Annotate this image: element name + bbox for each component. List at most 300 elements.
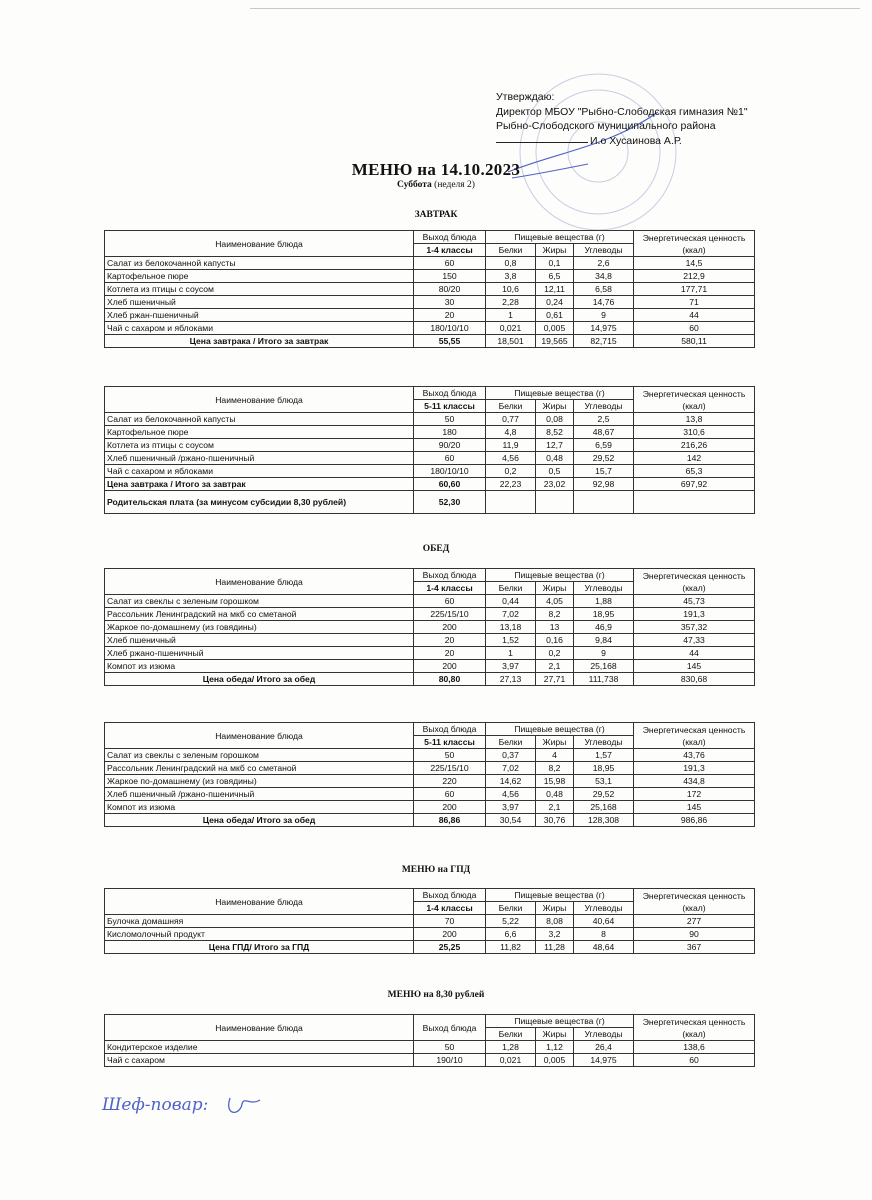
parent-fee-row bbox=[105, 491, 755, 514]
col-header-name: Наименование блюда bbox=[105, 231, 414, 257]
col-header-energy: Энергетическая ценность (ккал) bbox=[634, 387, 755, 413]
total-row bbox=[105, 335, 755, 348]
cell-protein: 0,37 bbox=[486, 749, 536, 762]
dish-name: Рассольник Ленинградский на мкб со сметаной bbox=[105, 762, 414, 775]
table-row bbox=[105, 1041, 755, 1054]
signature-text: Шеф-повар: bbox=[102, 1095, 209, 1115]
total-fat: 19,565 bbox=[536, 335, 574, 348]
cell-yield: 190/10 bbox=[414, 1054, 486, 1067]
cell-fat: 0,24 bbox=[536, 296, 574, 309]
cell-protein: 0,021 bbox=[486, 1054, 536, 1067]
cell-carbs: 25,168 bbox=[574, 660, 634, 673]
cell-carbs: 6,59 bbox=[574, 439, 634, 452]
col-header-fat: Жиры bbox=[536, 1028, 574, 1041]
col-header-yield: Выход блюда bbox=[414, 889, 486, 902]
cell-protein: 0,44 bbox=[486, 595, 536, 608]
parent-fee-label: Родительская плата (за минусом субсидии 8,30 рублей) bbox=[105, 491, 414, 514]
day-subtitle bbox=[0, 180, 872, 190]
total-price: 25,25 bbox=[414, 941, 486, 954]
header-row bbox=[105, 1015, 755, 1028]
approval-line-4: И.о Хусаинова А.Р. bbox=[590, 134, 682, 147]
approval-block bbox=[496, 90, 748, 148]
cell-yield: 200 bbox=[414, 621, 486, 634]
total-price: 86,86 bbox=[414, 814, 486, 827]
table-row bbox=[105, 621, 755, 634]
total-fat: 11,28 bbox=[536, 941, 574, 954]
cell-kcal: 47,33 bbox=[634, 634, 755, 647]
menu-830-table bbox=[104, 1014, 755, 1067]
header-row bbox=[105, 387, 755, 400]
total-price: 55,55 bbox=[414, 335, 486, 348]
col-header-nutrients: Пищевые вещества (г) bbox=[486, 1015, 634, 1028]
cell-yield: 180 bbox=[414, 426, 486, 439]
cell-kcal: 142 bbox=[634, 452, 755, 465]
col-header-yield: Выход блюда bbox=[414, 1015, 486, 1041]
cell-fat: 2,1 bbox=[536, 801, 574, 814]
cell-yield: 180/10/10 bbox=[414, 322, 486, 335]
total-fat: 30,76 bbox=[536, 814, 574, 827]
table-row bbox=[105, 1054, 755, 1067]
total-row bbox=[105, 673, 755, 686]
table-row bbox=[105, 257, 755, 270]
cell-fat: 0,005 bbox=[536, 1054, 574, 1067]
dish-name: Рассольник Ленинградский на мкб со сметаной bbox=[105, 608, 414, 621]
cell-protein: 7,02 bbox=[486, 608, 536, 621]
cell-kcal: 45,73 bbox=[634, 595, 755, 608]
cell-fat: 4,05 bbox=[536, 595, 574, 608]
cell-carbs: 25,168 bbox=[574, 801, 634, 814]
signature-blank bbox=[496, 142, 588, 143]
cell-yield: 50 bbox=[414, 413, 486, 426]
cell-fat: 12,7 bbox=[536, 439, 574, 452]
dish-name: Жаркое по-домашнему (из говядины) bbox=[105, 775, 414, 788]
seal-stamp bbox=[498, 52, 698, 252]
cell-protein: 1,52 bbox=[486, 634, 536, 647]
header-row bbox=[105, 889, 755, 902]
cell-fat: 8,2 bbox=[536, 608, 574, 621]
dish-name: Хлеб пшеничный /ржано-пшеничный bbox=[105, 788, 414, 801]
total-kcal: 830,68 bbox=[634, 673, 755, 686]
table-row bbox=[105, 595, 755, 608]
cell-kcal: 191,3 bbox=[634, 608, 755, 621]
class-group: 1-4 классы bbox=[414, 582, 486, 595]
dish-name: Котлета из птицы с соусом bbox=[105, 439, 414, 452]
cell-protein: 13,18 bbox=[486, 621, 536, 634]
cell-yield: 30 bbox=[414, 296, 486, 309]
scan-edge-line bbox=[250, 8, 860, 9]
cell-fat: 13 bbox=[536, 621, 574, 634]
total-label: Цена ГПД/ Итого за ГПД bbox=[105, 941, 414, 954]
cell-yield: 20 bbox=[414, 647, 486, 660]
table-row bbox=[105, 270, 755, 283]
cell-kcal: 60 bbox=[634, 1054, 755, 1067]
col-header-nutrients: Пищевые вещества (г) bbox=[486, 889, 634, 902]
col-header-name: Наименование блюда bbox=[105, 387, 414, 413]
page-title: МЕНЮ на 14.10.2023 bbox=[351, 160, 521, 179]
total-price: 60,60 bbox=[414, 478, 486, 491]
cell-yield: 60 bbox=[414, 257, 486, 270]
cell-kcal: 138,6 bbox=[634, 1041, 755, 1054]
col-header-energy: Энергетическая ценность (ккал) bbox=[634, 723, 755, 749]
cell-kcal: 357,32 bbox=[634, 621, 755, 634]
approval-signer bbox=[496, 134, 748, 149]
cell-carbs: 1,57 bbox=[574, 749, 634, 762]
cell-kcal: 277 bbox=[634, 915, 755, 928]
cell-yield: 70 bbox=[414, 915, 486, 928]
total-protein: 11,82 bbox=[486, 941, 536, 954]
breakfast-table-5-11 bbox=[104, 386, 755, 514]
cell-kcal: 310,6 bbox=[634, 426, 755, 439]
cell-carbs: 29,52 bbox=[574, 452, 634, 465]
table-row bbox=[105, 413, 755, 426]
class-group: 5-11 классы bbox=[414, 400, 486, 413]
cell-kcal: 60 bbox=[634, 322, 755, 335]
cell-carbs: 48,67 bbox=[574, 426, 634, 439]
col-header-yield: Выход блюда bbox=[414, 569, 486, 582]
dish-name: Хлеб ржано-пшеничный bbox=[105, 647, 414, 660]
col-header-nutrients: Пищевые вещества (г) bbox=[486, 387, 634, 400]
cell-yield: 60 bbox=[414, 595, 486, 608]
cell-kcal: 145 bbox=[634, 660, 755, 673]
dish-name: Хлеб пшеничный bbox=[105, 634, 414, 647]
dish-name: Чай с сахаром и яблоками bbox=[105, 322, 414, 335]
cell-yield: 60 bbox=[414, 452, 486, 465]
col-header-protein: Белки bbox=[486, 400, 536, 413]
cell-carbs: 8 bbox=[574, 928, 634, 941]
col-header-fat: Жиры bbox=[536, 400, 574, 413]
total-carbs: 111,738 bbox=[574, 673, 634, 686]
cell-fat: 8,2 bbox=[536, 762, 574, 775]
total-fat: 23,02 bbox=[536, 478, 574, 491]
cell-yield: 150 bbox=[414, 270, 486, 283]
cell-kcal: 71 bbox=[634, 296, 755, 309]
cell-protein: 0,2 bbox=[486, 465, 536, 478]
cell-carbs: 46,9 bbox=[574, 621, 634, 634]
col-header-carbs: Углеводы bbox=[574, 736, 634, 749]
cell-fat: 8,08 bbox=[536, 915, 574, 928]
cell-protein: 0,77 bbox=[486, 413, 536, 426]
dish-name: Салат из свеклы с зеленым горошком bbox=[105, 749, 414, 762]
col-header-name: Наименование блюда bbox=[105, 569, 414, 595]
col-header-protein: Белки bbox=[486, 736, 536, 749]
cell-fat: 4 bbox=[536, 749, 574, 762]
table-row bbox=[105, 660, 755, 673]
col-header-nutrients: Пищевые вещества (г) bbox=[486, 723, 634, 736]
dish-name: Чай с сахаром и яблоками bbox=[105, 465, 414, 478]
dish-name: Жаркое по-домашнему (из говядины) bbox=[105, 621, 414, 634]
col-header-fat: Жиры bbox=[536, 244, 574, 257]
cell-protein: 4,8 bbox=[486, 426, 536, 439]
empty-cell bbox=[634, 491, 755, 514]
cell-yield: 20 bbox=[414, 309, 486, 322]
empty-cell bbox=[486, 491, 536, 514]
cell-fat: 0,005 bbox=[536, 322, 574, 335]
total-fat: 27,71 bbox=[536, 673, 574, 686]
cell-protein: 0,8 bbox=[486, 257, 536, 270]
table-row bbox=[105, 801, 755, 814]
table-row bbox=[105, 762, 755, 775]
total-carbs: 82,715 bbox=[574, 335, 634, 348]
parent-fee-price: 52,30 bbox=[414, 491, 486, 514]
cell-fat: 0,61 bbox=[536, 309, 574, 322]
col-header-energy: Энергетическая ценность (ккал) bbox=[634, 231, 755, 257]
class-group: 5-11 классы bbox=[414, 736, 486, 749]
dish-name: Кондитерское изделие bbox=[105, 1041, 414, 1054]
cell-kcal: 65,3 bbox=[634, 465, 755, 478]
cell-carbs: 9 bbox=[574, 309, 634, 322]
col-header-energy: Энергетическая ценность (ккал) bbox=[634, 889, 755, 915]
total-row bbox=[105, 478, 755, 491]
col-header-nutrients: Пищевые вещества (г) bbox=[486, 569, 634, 582]
col-header-fat: Жиры bbox=[536, 582, 574, 595]
col-header-carbs: Углеводы bbox=[574, 902, 634, 915]
cell-fat: 2,1 bbox=[536, 660, 574, 673]
total-label: Цена завтрака / Итого за завтрак bbox=[105, 335, 414, 348]
cell-yield: 200 bbox=[414, 928, 486, 941]
breakfast-heading: ЗАВТРАК bbox=[414, 210, 458, 220]
cell-protein: 10,6 bbox=[486, 283, 536, 296]
col-header-yield: Выход блюда bbox=[414, 723, 486, 736]
cell-kcal: 191,3 bbox=[634, 762, 755, 775]
total-row bbox=[105, 941, 755, 954]
table-row bbox=[105, 928, 755, 941]
cell-yield: 200 bbox=[414, 801, 486, 814]
total-label: Цена завтрака / Итого за завтрак bbox=[105, 478, 414, 491]
cell-carbs: 29,52 bbox=[574, 788, 634, 801]
col-header-protein: Белки bbox=[486, 244, 536, 257]
cell-fat: 1,12 bbox=[536, 1041, 574, 1054]
cell-protein: 4,56 bbox=[486, 452, 536, 465]
cell-carbs: 9,84 bbox=[574, 634, 634, 647]
cell-fat: 0,5 bbox=[536, 465, 574, 478]
col-header-carbs: Углеводы bbox=[574, 400, 634, 413]
cell-fat: 12,11 bbox=[536, 283, 574, 296]
cell-carbs: 40,64 bbox=[574, 915, 634, 928]
approval-line-2: Директор МБОУ "Рыбно-Слободская гимназия №1" bbox=[496, 105, 748, 118]
dish-name: Картофельное пюре bbox=[105, 270, 414, 283]
col-header-protein: Белки bbox=[486, 1028, 536, 1041]
cell-yield: 60 bbox=[414, 788, 486, 801]
table-row bbox=[105, 465, 755, 478]
dish-name: Салат из белокочанной капусты bbox=[105, 413, 414, 426]
total-kcal: 367 bbox=[634, 941, 755, 954]
cell-carbs: 1,88 bbox=[574, 595, 634, 608]
col-header-fat: Жиры bbox=[536, 736, 574, 749]
cell-fat: 0,08 bbox=[536, 413, 574, 426]
cell-kcal: 177,71 bbox=[634, 283, 755, 296]
cell-protein: 3,97 bbox=[486, 660, 536, 673]
cell-carbs: 2,6 bbox=[574, 257, 634, 270]
cell-yield: 20 bbox=[414, 634, 486, 647]
table-row bbox=[105, 296, 755, 309]
col-header-nutrients: Пищевые вещества (г) bbox=[486, 231, 634, 244]
table-row bbox=[105, 749, 755, 762]
dish-name: Котлета из птицы с соусом bbox=[105, 283, 414, 296]
cell-carbs: 18,95 bbox=[574, 608, 634, 621]
total-price: 80,80 bbox=[414, 673, 486, 686]
empty-cell bbox=[574, 491, 634, 514]
cell-carbs: 2,5 bbox=[574, 413, 634, 426]
total-kcal: 580,11 bbox=[634, 335, 755, 348]
col-header-protein: Белки bbox=[486, 582, 536, 595]
cell-yield: 90/20 bbox=[414, 439, 486, 452]
cell-protein: 6,6 bbox=[486, 928, 536, 941]
total-protein: 27,13 bbox=[486, 673, 536, 686]
dish-name: Компот из изюма bbox=[105, 801, 414, 814]
cell-carbs: 18,95 bbox=[574, 762, 634, 775]
gpd-table bbox=[104, 888, 755, 954]
col-header-yield: Выход блюда bbox=[414, 387, 486, 400]
col-header-name: Наименование блюда bbox=[105, 889, 414, 915]
cell-carbs: 34,8 bbox=[574, 270, 634, 283]
dish-name: Салат из свеклы с зеленым горошком bbox=[105, 595, 414, 608]
header-row bbox=[105, 723, 755, 736]
cell-protein: 4,56 bbox=[486, 788, 536, 801]
cell-protein: 11,9 bbox=[486, 439, 536, 452]
header-row bbox=[105, 569, 755, 582]
cell-fat: 8,52 bbox=[536, 426, 574, 439]
cell-protein: 5,22 bbox=[486, 915, 536, 928]
cell-kcal: 13,8 bbox=[634, 413, 755, 426]
cell-kcal: 44 bbox=[634, 309, 755, 322]
table-row bbox=[105, 647, 755, 660]
col-header-fat: Жиры bbox=[536, 902, 574, 915]
cell-protein: 2,28 bbox=[486, 296, 536, 309]
dish-name: Кисломолочный продукт bbox=[105, 928, 414, 941]
cell-carbs: 14,975 bbox=[574, 1054, 634, 1067]
col-header-name: Наименование блюда bbox=[105, 1015, 414, 1041]
total-label: Цена обеда/ Итого за обед bbox=[105, 814, 414, 827]
cell-kcal: 434,8 bbox=[634, 775, 755, 788]
table-row bbox=[105, 322, 755, 335]
total-carbs: 92,98 bbox=[574, 478, 634, 491]
cell-protein: 14,62 bbox=[486, 775, 536, 788]
col-header-yield: Выход блюда bbox=[414, 231, 486, 244]
total-protein: 22,23 bbox=[486, 478, 536, 491]
cell-fat: 0,48 bbox=[536, 788, 574, 801]
dish-name: Булочка домашняя bbox=[105, 915, 414, 928]
cell-yield: 225/15/10 bbox=[414, 608, 486, 621]
cell-protein: 1 bbox=[486, 309, 536, 322]
cell-protein: 3,97 bbox=[486, 801, 536, 814]
total-label: Цена обеда/ Итого за обед bbox=[105, 673, 414, 686]
lunch-heading: ОБЕД bbox=[422, 544, 450, 554]
total-carbs: 48,64 bbox=[574, 941, 634, 954]
cell-yield: 220 bbox=[414, 775, 486, 788]
cell-carbs: 53,1 bbox=[574, 775, 634, 788]
table-row bbox=[105, 634, 755, 647]
table-row bbox=[105, 439, 755, 452]
table-row bbox=[105, 775, 755, 788]
class-group: 1-4 классы bbox=[414, 902, 486, 915]
approval-line-3: Рыбно-Слободского муниципального района bbox=[496, 120, 716, 133]
dish-name: Компот из изюма bbox=[105, 660, 414, 673]
cell-protein: 0,021 bbox=[486, 322, 536, 335]
cell-carbs: 26,4 bbox=[574, 1041, 634, 1054]
cell-fat: 0,1 bbox=[536, 257, 574, 270]
cell-yield: 200 bbox=[414, 660, 486, 673]
dish-name: Салат из белокочанной капусты bbox=[105, 257, 414, 270]
cell-carbs: 9 bbox=[574, 647, 634, 660]
table-row bbox=[105, 283, 755, 296]
dish-name: Хлеб ржан-пшеничный bbox=[105, 309, 414, 322]
cell-fat: 15,98 bbox=[536, 775, 574, 788]
total-kcal: 697,92 bbox=[634, 478, 755, 491]
cell-fat: 0,48 bbox=[536, 452, 574, 465]
dish-name: Картофельное пюре bbox=[105, 426, 414, 439]
lunch-table-5-11 bbox=[104, 722, 755, 827]
table-row bbox=[105, 915, 755, 928]
cell-kcal: 43,76 bbox=[634, 749, 755, 762]
breakfast-table-1-4 bbox=[104, 230, 755, 348]
col-header-energy: Энергетическая ценность (ккал) bbox=[634, 1015, 755, 1041]
cell-protein: 3,8 bbox=[486, 270, 536, 283]
cell-protein: 1,28 bbox=[486, 1041, 536, 1054]
dish-name: Хлеб пшеничный /ржано-пшеничный bbox=[105, 452, 414, 465]
table-row bbox=[105, 309, 755, 322]
cell-kcal: 44 bbox=[634, 647, 755, 660]
cell-fat: 0,16 bbox=[536, 634, 574, 647]
cell-protein: 1 bbox=[486, 647, 536, 660]
table-row bbox=[105, 452, 755, 465]
cell-fat: 3,2 bbox=[536, 928, 574, 941]
cell-kcal: 145 bbox=[634, 801, 755, 814]
chef-signature bbox=[100, 1086, 270, 1126]
total-protein: 18,501 bbox=[486, 335, 536, 348]
cell-kcal: 90 bbox=[634, 928, 755, 941]
week-number: (неделя 2) bbox=[434, 180, 475, 190]
cell-yield: 80/20 bbox=[414, 283, 486, 296]
lunch-table-1-4 bbox=[104, 568, 755, 686]
total-row bbox=[105, 814, 755, 827]
cell-kcal: 216,26 bbox=[634, 439, 755, 452]
total-kcal: 986,86 bbox=[634, 814, 755, 827]
cell-yield: 180/10/10 bbox=[414, 465, 486, 478]
cell-carbs: 6,58 bbox=[574, 283, 634, 296]
empty-cell bbox=[536, 491, 574, 514]
cell-fat: 6,5 bbox=[536, 270, 574, 283]
total-carbs: 128,308 bbox=[574, 814, 634, 827]
approval-line-1: Утверждаю: bbox=[496, 91, 555, 103]
day-name: Суббота bbox=[397, 180, 432, 190]
class-group: 1-4 классы bbox=[414, 244, 486, 257]
cell-kcal: 14,5 bbox=[634, 257, 755, 270]
dish-name: Хлеб пшеничный bbox=[105, 296, 414, 309]
cell-carbs: 14,76 bbox=[574, 296, 634, 309]
cell-yield: 50 bbox=[414, 749, 486, 762]
cell-carbs: 14,975 bbox=[574, 322, 634, 335]
cell-kcal: 212,9 bbox=[634, 270, 755, 283]
cell-protein: 7,02 bbox=[486, 762, 536, 775]
col-header-protein: Белки bbox=[486, 902, 536, 915]
table-row bbox=[105, 426, 755, 439]
col-header-carbs: Углеводы bbox=[574, 582, 634, 595]
col-header-carbs: Углеводы bbox=[574, 244, 634, 257]
cell-carbs: 15,7 bbox=[574, 465, 634, 478]
cell-fat: 0,2 bbox=[536, 647, 574, 660]
col-header-name: Наименование блюда bbox=[105, 723, 414, 749]
menu-830-heading: МЕНЮ на 8,30 рублей bbox=[387, 990, 485, 1000]
total-protein: 30,54 bbox=[486, 814, 536, 827]
cell-kcal: 172 bbox=[634, 788, 755, 801]
table-row bbox=[105, 788, 755, 801]
cell-yield: 225/15/10 bbox=[414, 762, 486, 775]
cell-yield: 50 bbox=[414, 1041, 486, 1054]
col-header-energy: Энергетическая ценность (ккал) bbox=[634, 569, 755, 595]
header-row bbox=[105, 231, 755, 244]
dish-name: Чай с сахаром bbox=[105, 1054, 414, 1067]
col-header-carbs: Углеводы bbox=[574, 1028, 634, 1041]
